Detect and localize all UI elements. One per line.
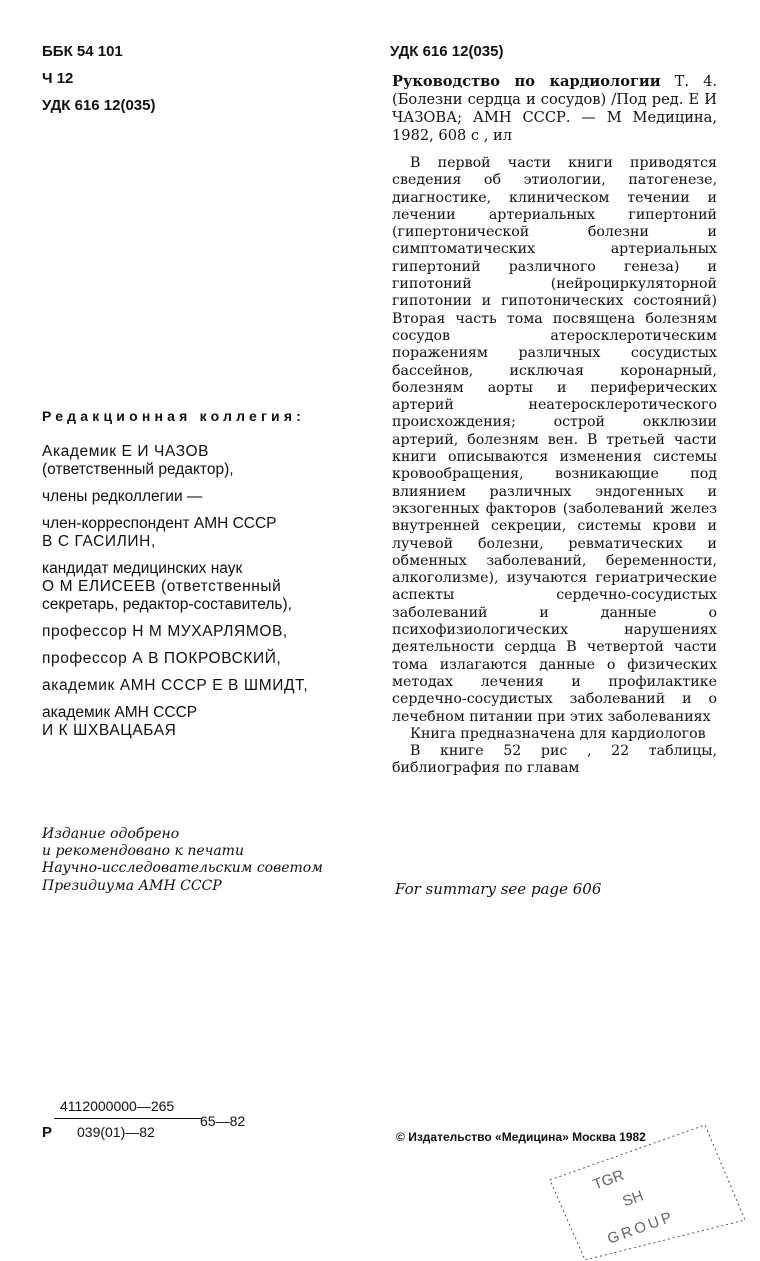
board-members-label: члены редколлегии — bbox=[42, 488, 203, 505]
stamp-line: GROUP bbox=[605, 1207, 677, 1248]
udk-code-right: УДК 616 12(035) bbox=[390, 43, 504, 60]
fraction-line bbox=[54, 1118, 202, 1119]
approval-note: Издание одобрено и рекомендовано к печати Научно-исследовательским советом Президиума АМН СССР bbox=[42, 826, 323, 894]
publisher-copyright: © Издательство «Медицина» Москва 1982 bbox=[396, 1130, 646, 1144]
abstract-figures-tables: В книге 52 рис , 22 таблицы, библиография по главам bbox=[392, 743, 717, 777]
copyright-icon: © bbox=[396, 1130, 405, 1144]
board-member-shmidt: академик АМН СССР Е В ШМИДТ, bbox=[42, 677, 309, 694]
editorial-board-list bbox=[42, 443, 372, 749]
abstract-audience: Книга предназначена для кардиологов bbox=[410, 725, 706, 742]
summary-note: For summary see page 606 bbox=[395, 880, 602, 898]
code-letter: Р bbox=[42, 1124, 53, 1141]
board-member-gasilin: член-корреспондент АМН СССР В С ГАСИЛИН, bbox=[42, 515, 277, 550]
abstract bbox=[392, 155, 717, 778]
citation-details: Т. 4. (Болезни сердца и сосудов) /Под ред. Е И ЧАЗОВА; АМН СССР. — М Медицина, 1982, 608 с , ил bbox=[392, 73, 717, 144]
author-mark: Ч 12 bbox=[42, 70, 74, 87]
abstract-paragraph: В первой части книги приводятся сведения об этиологии, патогенезе, диагностике, клиническом течении и лечении артериальных гипертоний (гипертонической болезни и симптоматических артериальных гипертоний различного генеза) и гипотоний (нейроциркуляторной гипотонии и гипотонических состояний) Вторая часть тома посвящена болезням сосудов атеросклеротическим поражениям различных сосудистых бассейнов, исключая коронарный, болезням аорты и периферических артерий неатеросклеротического происхождения; острой окклюзии артерий, болезням вен. В третьей части книги описываются изменения системы кровообращения, возникающие под влиянием различных эндогенных и экзогенных факторов (заболеваний желез внутренней секреции, системы крови и лучевой болезни, ревматических и обменных заболеваний, беременности, алкоголизме), изучаются гериатрические аспекты сердечно-сосудистых заболеваний и данные о психофизиологических нарушениях деятельности сердца В четвертой части тома излагаются данные о физических методах лечения и профилактике сердечно-сосудистых заболеваний и о лечебном питании при этих заболеваниях bbox=[392, 155, 717, 725]
board-member-chazov: Академик Е И ЧАЗОВ (ответственный редактор), bbox=[42, 443, 234, 478]
board-member-pokrovsky: профессор А В ПОКРОВСКИЙ, bbox=[42, 650, 282, 667]
stamp-watermark bbox=[540, 1125, 750, 1260]
stamp-line: TGR bbox=[590, 1166, 627, 1194]
citation-title: Руководство по кардиологии bbox=[392, 73, 661, 90]
stamp-line: SH bbox=[620, 1187, 646, 1211]
board-member-shkhvatsabaya: академик АМН СССР И К ШХВАЦАБАЯ bbox=[42, 704, 198, 739]
udk-code-left: УДК 616 12(035) bbox=[42, 97, 156, 114]
bibliographic-citation bbox=[392, 73, 717, 145]
code-right: 65—82 bbox=[200, 1113, 246, 1129]
classification-codes-left bbox=[42, 38, 155, 119]
bbk-code: ББК 54 101 bbox=[42, 43, 123, 60]
board-member-eliseev: кандидат медицинских наук О М ЕЛИСЕЕВ (ответственный секретарь, редактор-составитель), bbox=[42, 560, 292, 613]
stamp-border bbox=[550, 1125, 745, 1260]
board-member-mukharlyamov: профессор Н М МУХАРЛЯМОВ, bbox=[42, 623, 288, 640]
code-numerator: 4112000000—265 bbox=[60, 1098, 175, 1114]
editorial-board-heading: Редакционная коллегия: bbox=[42, 408, 306, 424]
code-denominator: 039(01)—82 bbox=[77, 1124, 155, 1140]
